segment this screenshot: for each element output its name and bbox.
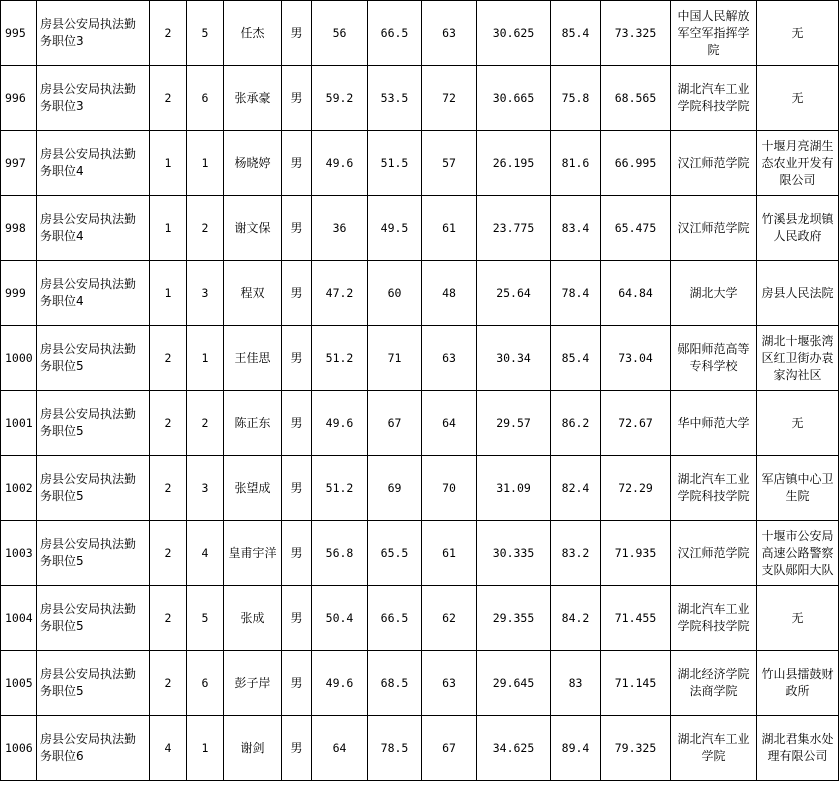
cell-total-score: 73.325 [601, 1, 671, 66]
cell-quota: 2 [150, 456, 187, 521]
cell-name: 程双 [224, 261, 282, 326]
cell-quota: 1 [150, 131, 187, 196]
cell-sequence: 999 [1, 261, 37, 326]
cell-name: 张望成 [224, 456, 282, 521]
cell-rank: 2 [187, 391, 224, 456]
cell-score-1: 49.6 [312, 651, 368, 716]
cell-score-2: 78.5 [368, 716, 422, 781]
cell-score-2: 66.5 [368, 586, 422, 651]
cell-score-2: 51.5 [368, 131, 422, 196]
cell-name: 王佳思 [224, 326, 282, 391]
cell-interview-score: 83 [551, 651, 601, 716]
cell-quota: 2 [150, 326, 187, 391]
cell-interview-score: 83.2 [551, 521, 601, 586]
cell-quota: 2 [150, 651, 187, 716]
cell-score-3: 63 [422, 651, 477, 716]
cell-work-unit: 房县人民法院 [757, 261, 839, 326]
cell-rank: 1 [187, 131, 224, 196]
cell-written-score: 25.64 [477, 261, 551, 326]
cell-position: 房县公安局执法勤务职位3 [37, 1, 150, 66]
cell-score-1: 64 [312, 716, 368, 781]
cell-interview-score: 84.2 [551, 586, 601, 651]
table-row [1, 261, 839, 326]
cell-position: 房县公安局执法勤务职位5 [37, 651, 150, 716]
cell-interview-score: 85.4 [551, 326, 601, 391]
cell-interview-score: 75.8 [551, 66, 601, 131]
cell-name: 皇甫宇洋 [224, 521, 282, 586]
cell-total-score: 72.29 [601, 456, 671, 521]
cell-score-1: 51.2 [312, 326, 368, 391]
cell-score-1: 50.4 [312, 586, 368, 651]
table-row [1, 66, 839, 131]
cell-gender: 男 [282, 1, 312, 66]
cell-work-unit: 无 [757, 66, 839, 131]
cell-sequence: 1006 [1, 716, 37, 781]
cell-score-1: 49.6 [312, 131, 368, 196]
cell-name: 张成 [224, 586, 282, 651]
cell-score-3: 48 [422, 261, 477, 326]
cell-name: 张承豪 [224, 66, 282, 131]
cell-school: 湖北经济学院法商学院 [671, 651, 757, 716]
cell-position: 房县公安局执法勤务职位3 [37, 66, 150, 131]
cell-quota: 2 [150, 1, 187, 66]
cell-interview-score: 86.2 [551, 391, 601, 456]
table-row [1, 456, 839, 521]
cell-interview-score: 78.4 [551, 261, 601, 326]
cell-work-unit: 无 [757, 1, 839, 66]
cell-gender: 男 [282, 261, 312, 326]
cell-score-3: 57 [422, 131, 477, 196]
cell-school: 汉江师范学院 [671, 196, 757, 261]
cell-work-unit: 无 [757, 586, 839, 651]
cell-gender: 男 [282, 521, 312, 586]
cell-total-score: 72.67 [601, 391, 671, 456]
cell-written-score: 30.665 [477, 66, 551, 131]
cell-school: 中国人民解放军空军指挥学院 [671, 1, 757, 66]
cell-work-unit: 湖北君集水处理有限公司 [757, 716, 839, 781]
cell-rank: 2 [187, 196, 224, 261]
cell-position: 房县公安局执法勤务职位5 [37, 326, 150, 391]
cell-school: 湖北汽车工业学院科技学院 [671, 66, 757, 131]
cell-interview-score: 81.6 [551, 131, 601, 196]
cell-name: 彭子岸 [224, 651, 282, 716]
cell-score-3: 70 [422, 456, 477, 521]
cell-interview-score: 83.4 [551, 196, 601, 261]
cell-school: 湖北汽车工业学院科技学院 [671, 586, 757, 651]
cell-total-score: 71.935 [601, 521, 671, 586]
cell-sequence: 1004 [1, 586, 37, 651]
cell-gender: 男 [282, 326, 312, 391]
cell-score-2: 68.5 [368, 651, 422, 716]
table-row [1, 716, 839, 781]
cell-sequence: 1001 [1, 391, 37, 456]
cell-rank: 3 [187, 456, 224, 521]
cell-total-score: 64.84 [601, 261, 671, 326]
cell-quota: 2 [150, 66, 187, 131]
cell-work-unit: 竹溪县龙坝镇人民政府 [757, 196, 839, 261]
cell-school: 郧阳师范高等专科学校 [671, 326, 757, 391]
cell-written-score: 34.625 [477, 716, 551, 781]
cell-score-3: 72 [422, 66, 477, 131]
cell-rank: 3 [187, 261, 224, 326]
cell-written-score: 29.57 [477, 391, 551, 456]
cell-rank: 4 [187, 521, 224, 586]
cell-score-1: 49.6 [312, 391, 368, 456]
table-row [1, 391, 839, 456]
cell-name: 杨晓婷 [224, 131, 282, 196]
cell-work-unit: 十堰月亮湖生态农业开发有限公司 [757, 131, 839, 196]
cell-position: 房县公安局执法勤务职位5 [37, 521, 150, 586]
cell-name: 谢剑 [224, 716, 282, 781]
cell-school: 湖北大学 [671, 261, 757, 326]
table-row [1, 521, 839, 586]
cell-position: 房县公安局执法勤务职位4 [37, 131, 150, 196]
cell-rank: 5 [187, 1, 224, 66]
cell-position: 房县公安局执法勤务职位5 [37, 456, 150, 521]
cell-score-1: 56 [312, 1, 368, 66]
cell-quota: 1 [150, 261, 187, 326]
cell-written-score: 26.195 [477, 131, 551, 196]
table-row [1, 586, 839, 651]
cell-score-2: 69 [368, 456, 422, 521]
cell-written-score: 30.335 [477, 521, 551, 586]
cell-sequence: 1003 [1, 521, 37, 586]
cell-written-score: 30.34 [477, 326, 551, 391]
cell-sequence: 995 [1, 1, 37, 66]
cell-gender: 男 [282, 456, 312, 521]
cell-school: 湖北汽车工业学院科技学院 [671, 456, 757, 521]
cell-rank: 5 [187, 586, 224, 651]
cell-position: 房县公安局执法勤务职位5 [37, 586, 150, 651]
cell-score-3: 63 [422, 1, 477, 66]
cell-gender: 男 [282, 716, 312, 781]
cell-score-2: 71 [368, 326, 422, 391]
cell-school: 汉江师范学院 [671, 131, 757, 196]
table-row [1, 131, 839, 196]
cell-sequence: 1000 [1, 326, 37, 391]
cell-name: 任杰 [224, 1, 282, 66]
cell-quota: 2 [150, 586, 187, 651]
cell-score-3: 61 [422, 521, 477, 586]
cell-position: 房县公安局执法勤务职位5 [37, 391, 150, 456]
cell-work-unit: 军店镇中心卫生院 [757, 456, 839, 521]
cell-total-score: 71.455 [601, 586, 671, 651]
cell-school: 华中师范大学 [671, 391, 757, 456]
cell-name: 谢文保 [224, 196, 282, 261]
table-row [1, 651, 839, 716]
cell-rank: 1 [187, 326, 224, 391]
cell-score-1: 36 [312, 196, 368, 261]
cell-total-score: 73.04 [601, 326, 671, 391]
cell-written-score: 23.775 [477, 196, 551, 261]
cell-gender: 男 [282, 391, 312, 456]
cell-total-score: 65.475 [601, 196, 671, 261]
cell-position: 房县公安局执法勤务职位4 [37, 196, 150, 261]
cell-rank: 6 [187, 66, 224, 131]
cell-score-1: 56.8 [312, 521, 368, 586]
table-row [1, 1, 839, 66]
cell-score-2: 67 [368, 391, 422, 456]
table-row [1, 326, 839, 391]
cell-score-3: 64 [422, 391, 477, 456]
cell-quota: 1 [150, 196, 187, 261]
cell-quota: 2 [150, 521, 187, 586]
cell-score-1: 47.2 [312, 261, 368, 326]
cell-interview-score: 89.4 [551, 716, 601, 781]
cell-score-2: 60 [368, 261, 422, 326]
cell-total-score: 68.565 [601, 66, 671, 131]
cell-work-unit: 竹山县擂鼓财政所 [757, 651, 839, 716]
cell-score-2: 53.5 [368, 66, 422, 131]
cell-sequence: 1005 [1, 651, 37, 716]
cell-school: 湖北汽车工业学院 [671, 716, 757, 781]
cell-sequence: 996 [1, 66, 37, 131]
cell-written-score: 29.645 [477, 651, 551, 716]
cell-school: 汉江师范学院 [671, 521, 757, 586]
cell-sequence: 997 [1, 131, 37, 196]
cell-total-score: 66.995 [601, 131, 671, 196]
cell-position: 房县公安局执法勤务职位6 [37, 716, 150, 781]
cell-written-score: 30.625 [477, 1, 551, 66]
cell-total-score: 79.325 [601, 716, 671, 781]
cell-quota: 4 [150, 716, 187, 781]
cell-score-1: 51.2 [312, 456, 368, 521]
cell-quota: 2 [150, 391, 187, 456]
cell-score-2: 65.5 [368, 521, 422, 586]
cell-score-2: 49.5 [368, 196, 422, 261]
cell-total-score: 71.145 [601, 651, 671, 716]
cell-interview-score: 82.4 [551, 456, 601, 521]
results-table-body [1, 1, 839, 781]
cell-score-3: 63 [422, 326, 477, 391]
cell-rank: 6 [187, 651, 224, 716]
cell-gender: 男 [282, 586, 312, 651]
table-row [1, 196, 839, 261]
cell-gender: 男 [282, 651, 312, 716]
cell-written-score: 31.09 [477, 456, 551, 521]
cell-work-unit: 无 [757, 391, 839, 456]
cell-score-1: 59.2 [312, 66, 368, 131]
cell-position: 房县公安局执法勤务职位4 [37, 261, 150, 326]
cell-score-3: 62 [422, 586, 477, 651]
cell-sequence: 998 [1, 196, 37, 261]
cell-written-score: 29.355 [477, 586, 551, 651]
cell-rank: 1 [187, 716, 224, 781]
cell-gender: 男 [282, 196, 312, 261]
cell-gender: 男 [282, 66, 312, 131]
cell-score-3: 67 [422, 716, 477, 781]
cell-work-unit: 湖北十堰张湾区红卫街办袁家沟社区 [757, 326, 839, 391]
cell-gender: 男 [282, 131, 312, 196]
cell-sequence: 1002 [1, 456, 37, 521]
cell-name: 陈正东 [224, 391, 282, 456]
cell-score-2: 66.5 [368, 1, 422, 66]
cell-score-3: 61 [422, 196, 477, 261]
cell-work-unit: 十堰市公安局高速公路警察支队郧阳大队 [757, 521, 839, 586]
cell-interview-score: 85.4 [551, 1, 601, 66]
